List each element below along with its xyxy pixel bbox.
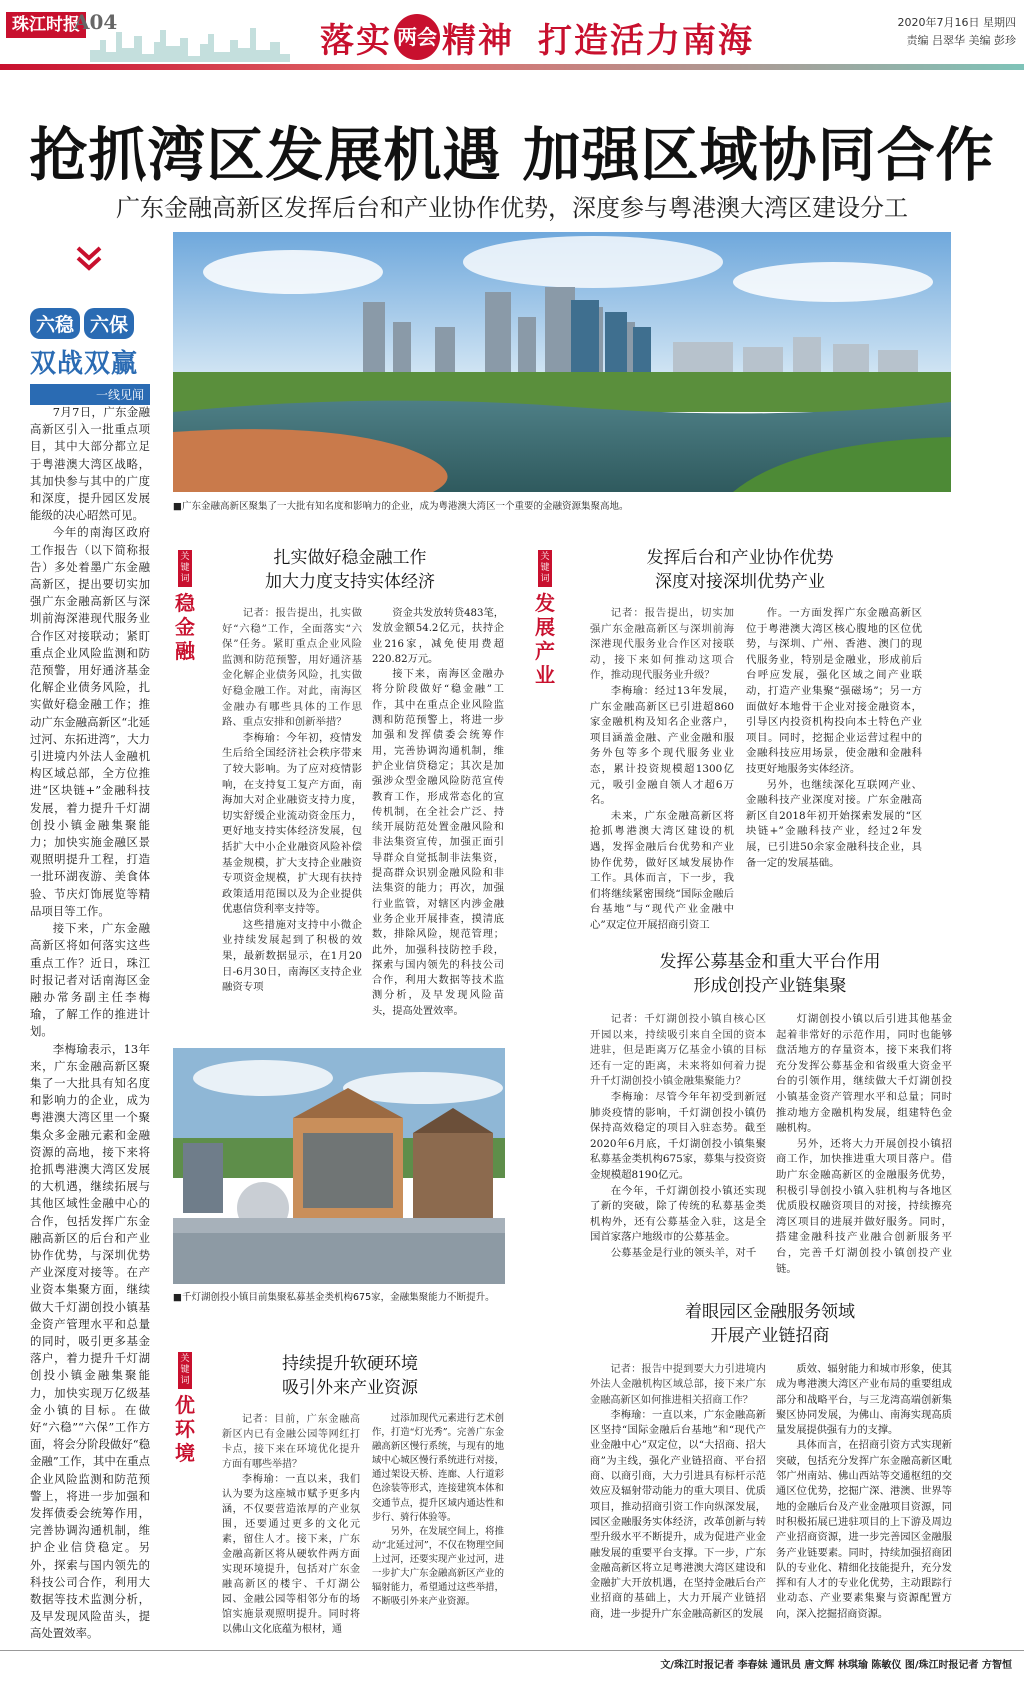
byline-credit: 文/珠江时报记者 李春妹 通讯员 唐文辉 林琪瑜 陈敏仪 图/珠江时报记者 方智恒 [660,1660,1012,1671]
section-title-line1: 着眼园区金融服务领域 [685,1302,855,1322]
section-title-line2: 深度对接深圳优势产业 [655,572,825,592]
badge-title: 双战双赢 [30,349,139,379]
section-title [590,1300,950,1348]
keyword-label: 关键词 [178,550,192,587]
column-badge [30,308,150,405]
creative-town-photo [173,1048,505,1284]
section-title-line1: 扎实做好稳金融工作 [273,548,427,568]
paragraph: 记者：报告提出，扎实做好“六稳”工作，全面落实“六保”任务。紧盯重点企业风险监测和防范预警，用好通济基金化解企业债务风险，扎实做好稳金融工作。对此，南海区金融办有哪些具体的工作思路、重点安排和创新举措？ [222,607,362,729]
editors: 责编 吕翠华 美编 彭珍 [906,34,1016,47]
paragraph: 灯湖创投小镇以后引进其他基金起着非常好的示范作用，同时也能够盘活地方的存量资本，接下来我们将充分发挥公募基金和省级重大资金平台的引领作用，继续做大千灯湖创投小镇基金资产管理水平和总量；同时推动地方金融机构发展，组建特色金融机构。 [776,1013,952,1135]
paragraph: 质效、辐射能力和城市形象，使其成为粤港澳大湾区产业布局的重要组成部分和战略平台，与三龙湾高端创新集聚区协同发展，为佛山、南海实现高质量发展提供强有力的支撑。 [776,1364,952,1437]
section5-col1 [590,1362,766,1622]
paragraph: 记者：目前，广东金融高新区内已有金融公园等网红打卡点，接下来在环境优化提升方面有哪些举措？ [222,1414,360,1470]
paragraph: 记者：千灯湖创投小镇自核心区开园以来，持续吸引来自全国的资本进驻，但是距离万亿基金小镇的目标还有一定的距离，未来将如何着力提升千灯湖创投小镇金融集聚能力？ [590,1013,766,1088]
section1-col2 [372,606,504,1019]
slogan-pre: 落实 [320,20,392,61]
paragraph: 另外，也继续深化互联网产业、金融科技产业深度对接。广东金融高新区自2018年初开始探索发展的“区块链+”金融科技产业，经过2年发展，已引进50余家金融科技企业，具备一定的发展基础。 [746,778,922,869]
section-title-line2: 开展产业链招商 [710,1326,830,1346]
slogan-post: 精神 [442,20,514,61]
section-title [590,546,890,594]
section5-col2 [776,1362,952,1622]
paragraph: 李梅瑜：一直以来，我们认为要为这座城市赋予更多内涵，不仅要营造浓厚的产业氛围，还要通过更多的文化元素，留住人才。接下来，广东金融高新区将从硬软件两方面实现环境提升，包括对广东金融高新区的楼宇、千灯湖公园、金融公园等相邻分布的场馆实施景观照明提升。同时将以佛山文化底蕴为根材，通 [222,1474,360,1635]
keyword-tag [172,1352,198,1465]
newspaper-logo: 珠江时报 [6,12,86,38]
keyword-tag [532,550,558,687]
slogan-circle: 两会 [394,14,440,60]
slogan [320,12,754,62]
skyline-decoration-icon [90,22,290,62]
section-title-line1: 发挥后台和产业协作优势 [646,548,834,568]
slogan-right: 打造活力南海 [538,20,754,61]
section3-col1 [590,1012,766,1262]
badge-pill-2: 六保 [84,308,134,339]
photo-caption: ■广东金融高新区聚集了一大批有知名度和影响力的企业，成为粤港澳大湾区一个重要的金融资源集聚高地。 [173,501,629,512]
badge-pill-1: 六稳 [30,308,80,339]
issue-date: 2020年7月16日 星期四 [897,16,1016,29]
masthead-rule [0,64,1024,70]
section-title-line1: 持续提升软硬环境 [282,1354,418,1374]
paragraph: 另外，在发展空间上，将推动“北延过河”，不仅在物理空间上过河，还要实现产业过河，进一步扩大广东金融高新区产业的辐射能力，希望通过这些举措，不断吸引外来产业资源。 [372,1525,504,1608]
section4-col1 [222,1412,360,1637]
chevron-down-icon [74,244,104,274]
section-title-line2: 形成创投产业链集聚 [693,976,847,996]
footer-rule [0,1650,1024,1651]
paragraph: 公募基金是行业的领头羊，对千 [610,1246,757,1259]
paragraph: 作。一方面发挥广东金融高新区位于粤港澳大湾区核心腹地的区位优势，与深圳、广州、香港、澳门的现代服务业，特别是金融业，形成前后台呼应发展，强化区域之间产业联动，打造产业集聚“强磁场”；另一方面做好本地骨干企业对接金融资本，引导区内投资机构投向本土特色产业项目。同时，挖掘企业运营过程中的金融科技应用场景，使金融和金融科技更好地服务实体经济。 [746,607,922,775]
paragraph: 资金共发放转贷483笔，发放金额54.2亿元，扶持企业216家，减免使用费超220.82万元。 [372,608,504,665]
section1-col1 [222,606,362,996]
paragraph: 接下来，广东金融高新区将如何落实这些重点工作？近日，珠江时报记者对话南海区金融办常务副主任李梅瑜，了解工作的推进计划。 [30,921,150,1039]
paragraph: 李梅瑜：一直以来，广东金融高新区坚持“国际金融后台基地”和“现代产业金融中心”双定位，以“大招商、招大商”为主线，强化产业链招商、平台招商、以商引商，大力引进具有标杆示范效应及辐射带动能力的重大项目、优质项目，推动招商引资工作向纵深发展，园区金融服务实体经济，改革创新与转型升级水平不断提升，成为促进产业金融发展的重要平台支撑。下一步，广东金融高新区将立足粤港澳大湾区建设和金融扩大开放机遇，在坚持金融后台产业招商的基础上，大力开展产业链招商，进一步提升广东金融高新区的发展 [590,1409,766,1620]
section-title [590,950,950,998]
paragraph: 李梅瑜：经过13年发展，广东金融高新区已引进超860家金融机构及知名企业落户，项目涵盖金融、产业金融和服务外包等多个现代服务业业态，累计投资规模超1300亿元，吸引金融自领人才超6万名。 [590,684,734,807]
section3-col2 [776,1012,952,1277]
paragraph: 另外，还将大力开展创投小镇招商工作，加快推进重大项目落户。借助广东金融高新区的金融服务优势，积极引导创投小镇入驻机构与各地区优质股权融资项目的对接，持续擦亮湾区项目的进展并做好服务。同时，搭建金融科技产业融合创新服务平台，完善千灯湖创投小镇创投产业链。 [776,1137,952,1275]
date-block [898,14,1017,50]
section-title-line2: 加大力度支持实体经济 [265,572,435,592]
page-number: A04 [74,10,118,34]
paragraph: 今年的南海区政府工作报告（以下简称报告）多处着墨广东金融高新区，提出要切实加强广东金融高新区与深圳前海深港现代服务业合作区对接联动；紧盯重点企业风险监测和防范预警，用好通济基金化解企业债务风险，扎实做好稳金融工作；推动广东金融高新区“北延过河、东拓进湾”，大力引进境内外法人金融机构区域总部，全方位推进“区块链+”金融科技发展，着力提升千灯湖创投小镇金融集聚能力；加快实施金融区景观照明提升工程，打造一批环湖夜游、美食体验、节庆灯饰展览等精品项目等工作。 [30,525,150,918]
paragraph: 记者：报告提出，切实加强广东金融高新区与深圳前海深港现代服务业合作区对接联动，接下来如何推动这项合作，推动现代服务业升级？ [590,607,734,682]
headline: 抢抓湾区发展机遇 加强区域协同合作 [29,121,995,189]
keyword-tag [172,550,198,663]
paragraph: 李梅瑜：尽管今年年初受到新冠肺炎疫情的影响，千灯湖创投小镇仍保持高效稳定的项目入驻态势。截至2020年6月底，千灯湖创投小镇集聚私募基金类机构675家，募集与投资资金规模超8190亿元。 [590,1090,766,1181]
keyword-label: 关键词 [178,1352,192,1389]
paragraph: 具体而言，在招商引资方式实现新突破，包括充分发挥广东金融高新区毗邻广州南站、佛山西站等交通枢纽的交通区位优势，挖掘广深、港澳、世界等地的金融后台及产业金融项目资源，同时积极拓展已进驻项目的上下游及周边产业招商资源，进一步完善园区金融服务产业链要素。同时，持续加强招商团队的专业化、精细化技能提升，充分发挥和有人才的专业化优势，主动跟踪行业动态、产业要素集聚与资源配置方向，深入挖掘招商资源。 [776,1440,952,1620]
badge-subtitle: 一线见闻 [30,384,150,405]
section-title-line2: 吸引外来产业资源 [282,1378,418,1398]
section-title-line1: 发挥公募基金和重大平台作用 [659,952,881,972]
paragraph: 李梅瑜表示，13年来，广东金融高新区聚集了一大批具有知名度和影响力的企业，成为粤港澳大湾区里一个聚集众多金融元素和金融资源的高地，接下来将抢抓粤港澳大湾区发展的大机遇，继续拓展与其他区域性金融中心的合作，包括发挥广东金融高新区的后台和产业协作优势，与深圳优势产业深度对接等。在产业资本集聚方面，继续做大千灯湖创投小镇基金资产管理水平和总量的同时，吸引更多基金落户，着力提升千灯湖创投小镇金融集聚能力，加快实现万亿级基金小镇的目标。在做好“六稳”“六保”工作方面，将会分阶段做好“稳金融”工作，其中在重点企业风险监测和防范预警上，将进一步加强和发挥债委会统筹作用，完善协调沟通机制，维护企业信贷稳定。另外，探索与国内领先的科技公司合作，利用大数据等技术监测分析，及早发现风险苗头，提高处置效率。 [30,1041,150,1641]
keyword-text: 优环境 [175,1393,195,1465]
keyword-label: 关键词 [538,550,552,587]
masthead [0,0,1024,78]
keyword-text: 稳金融 [175,591,195,663]
city-panorama-photo [173,232,951,492]
section2-col1 [590,606,734,933]
section4-col2 [372,1412,504,1609]
paragraph: 7月7日，广东金融高新区引入一批重点项目，其中大部分都立足于粤港澳大湾区战略，其加快参与其中的广度和深度，提升园区发展能级的决心昭然可见。 [30,405,150,523]
paragraph: 未来，广东金融高新区将抢抓粤港澳大湾区建设的机遇，发挥金融后台优势和产业协作优势，做好区域发展协作工作。具体而言，下一步，我们将继续紧密围绕“国际金融后台基地”与“现代产业金融中心”双定位开展招商引资工 [590,809,734,931]
left-column-article [30,404,150,1643]
section-title [200,546,500,594]
section2-col2 [746,606,922,871]
keyword-text: 发展产业 [535,591,555,687]
paragraph: 李梅瑜：今年初，疫情发生后给全国经济社会秩序带来了较大影响。为了应对疫情影响，在支持复工复产方面，南海加大对企业融资支持力度，切实舒缓企业流动资金压力，更好地支持实体经济发展，包括扩大中小企业融资风险补偿基金规模，扩大支持企业融资专项资金规模，扩大现有扶持政策适用范围以及为企业提供优惠信贷利率支持等。 [222,731,362,916]
section-title [200,1352,500,1400]
paragraph: 记者：报告中提到要大力引进境内外法人金融机构区域总部，接下来广东金融高新区如何推进相关招商工作？ [590,1364,766,1406]
photo-caption: ■千灯湖创投小镇目前集聚私募基金类机构675家，金融集聚能力不断提升。 [173,1292,495,1303]
subheadline: 广东金融高新区发挥后台和产业协作优势，深度参与粤港澳大湾区建设分工 [116,194,908,222]
paragraph: 这些措施对支持中小微企业持续发展起到了积极的效果，最新数据显示，在1月20日-6月30日，南海区支持企业融资专项 [222,918,362,994]
paragraph: 过添加现代元素进行艺术创作，打造“灯光秀”。完善广东金融高新区慢行系统，与现有的地域中心城区慢行系统进行对接，通过架设天桥、连廊、人行道彩色涂装等形式，连接建筑本体和交通节点，提升区域内通达性和步行、骑行体验等。 [372,1413,504,1523]
paragraph: 在今年，千灯湖创投小镇还实现了新的突破，除了传统的私募基金类机构外，还有公募基金入驻，这是全国首家落户地级市的公募基金。 [590,1184,766,1244]
paragraph: 接下来，南海区金融办将分阶段做好“稳金融”工作，其中在重点企业风险监测和防范预警上，将进一步加强和发挥债委会统筹作用，完善协调沟通机制，维护企业信贷稳定；其次是加强涉众型金融风险防范宣传教育工作，形成常态化的宣传机制，在全社会广泛、持续开展防范处置金融风险和非法集资宣传，加强正面引导群众自觉抵制非法集资，提高群众识别金融风险和非法集资的能力；再次，加强行业监管，对辖区内涉金融业务企业开展排查，摸清底数，排除风险，规范管理；此外，加强科技防控手段，探索与国内领先的科技公司合作，利用大数据等技术监测分析，及早发现风险苗头，提高处置效率。 [372,669,504,1017]
